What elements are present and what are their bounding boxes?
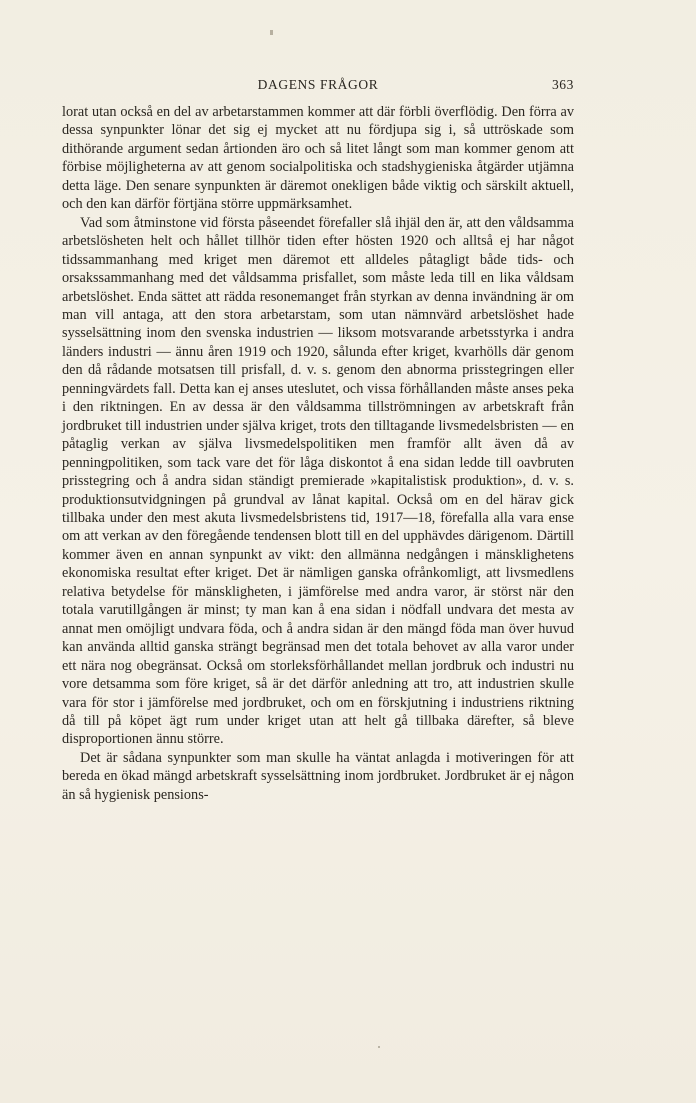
paragraph-3: Det är sådana synpunkter som man skulle ha väntat anlagda i motiveringen för att bereda en ökad mängd arbetskraft sysselsättning inom jordbruket. Jordbruket är ej någon än så hygienisk pensions- [62, 749, 574, 803]
running-title: DAGENS FRÅGOR [257, 77, 379, 92]
page-number: 363 [551, 77, 574, 92]
body-text [62, 103, 574, 804]
print-mark [270, 30, 273, 35]
paragraph-2: Vad som åtminstone vid första påseendet förefaller slå ihjäl den är, att den våldsamma arbetslösheten helt och hållet tillhör tiden efter hösten 1920 och alltså ej har något tidssammanhang med kriget men däremot ett alldeles påtagligt både tids- och orsakssammanhang med det våldsamma prisfallet, som måste leda till en lika våldsam arbetslöshet. Enda sättet att rädda resonemanget från styrkan av denna invändning är om man vill antaga, att den stora arbetarstam, som utan nämnvärd arbetslöshet hade sysselsättning inom den svenska industrien — liksom motsvarande arbetsstyrka i andra länders industri — ännu åren 1919 och 1920, sålunda efter kriget, kvarhölls där genom den då rådande motsatsen till prisfall, d. v. s. genom den abnorma prisstegringen eller penningvärdets fall. Detta kan ej anses uteslutet, och vissa förhållanden måste anses peka i den riktningen. En av dessa är den våldsamma tillströmningen av arbetskraft från jordbruket till industrien under själva kriget, trots den tilltagande livsmedelsbristen — en påtaglig verkan av själva livsmedelspolitiken men framför allt även då av penningpolitiken, som tack vare det för låga diskontot å ena sidan ledde till oavbruten prisstegring och å andra sidan ständigt premierade »kapitalistisk produktion», d. v. s. produktionsutvidgningen på grundval av lånat kapital. Också om en del härav gick tillbaka under den mest akuta livsmedelsbristens tid, 1917—18, förefalla alla vara ense om att verkan av den föregående tendensen blott till en del upphävdes därigenom. Därtill kommer även en annan synpunkt av vikt: den allmänna nedgången i mänsklighetens ekonomiska resultat efter kriget. Det är nämligen ganska ofrånkomligt, att livsmedlens relativa betydelse för mänskligheten, i jämförelse med andra varor, är störst när den totala varutillgången är minst; ty man kan å ena sidan i nödfall undvara det mesta av annat men omöjligt undvara föda, och å andra sidan är den mängd föda man över huvud kan använda alltid ganska strängt begränsad men det totala behovet av alla varor under ett nära nog obegränsat. Också om storleksförhållandet mellan jordbruk och industri nu vore detsamma som före kriget, så är det därför anledning att tro, att industrien skulle vara för stor i jämförelse med jordbruket, och om en förskjutning i industriens riktning då till på köpet ägt rum under kriget utan att helt gå tillbaka därefter, så bleve disproportionen ännu större. [62, 214, 574, 748]
running-header [62, 77, 574, 97]
paper-speck [378, 1046, 380, 1048]
paragraph-1: lorat utan också en del av arbetarstammen kommer att där förbli överflödig. Den förra av dessa synpunkter lönar det sig ej mycket att nu fördjupa sig i, så uttröskade som dithörande argument sedan årtionden äro och så litet långt som man kommer genom att förbise möjligheterna av att genom socialpolitiska och stadshygieniska åtgärder utjämna detta läge. Den senare synpunkten är däremot onekligen både viktig och särskilt aktuell, och den kan därför förtjäna större uppmärksamhet. [62, 104, 574, 213]
